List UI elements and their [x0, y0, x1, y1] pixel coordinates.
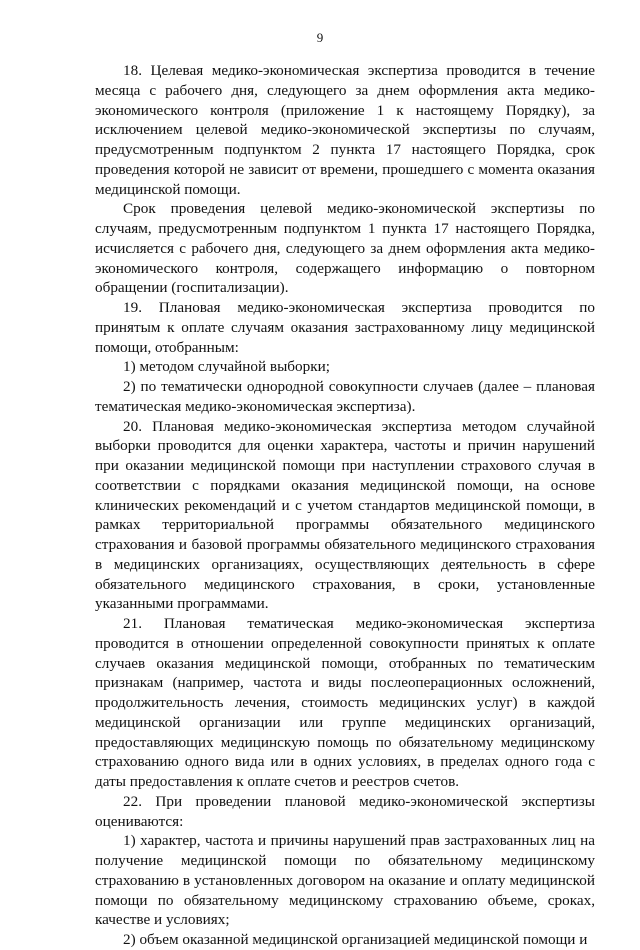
paragraph-22-item-2: 2) объем оказанной медицинской организацией медицинской помощи и	[123, 931, 588, 948]
document-body	[95, 61, 595, 950]
paragraph-18-deadline: Срок проведения целевой медико-экономической экспертизы по случаям, предусмотренным подпунктом 1 пункта 17 настоящего Порядка, исчисляется с рабочего дня, следующего за днем оформления акта медико-экономического контроля, содержащего информацию о повторном обращении (госпитализации).	[95, 200, 595, 297]
page-number: 9	[316, 30, 324, 45]
paragraph-20: 20. Плановая медико-экономическая экспертиза методом случайной выборки проводится для оценки характера, частоты и причин нарушений при оказании медицинской помощи при наступлении страхового случая в соответствии с порядками оказания медицинской помощи, на основе клинических рекомендаций и с учетом стандартов медицинской помощи, в рамках территориальной программы обязательного медицинского страхования и базовой программы обязательного медицинского страхования в медицинских организациях, осуществляющих деятельность в сфере обязательного медицинского страхования, в сроки, установленные указанными программами.	[95, 417, 595, 613]
paragraph-19-item-1: 1) методом случайной выборки;	[123, 358, 330, 376]
paragraph-22-item-1: 1) характер, частота и причины нарушений прав застрахованных лиц на получение медицинской помощи по обязательному медицинскому страхованию в установленных договором на оказание и оплату медицинской помощи по обязательному медицинскому страхованию объеме, сроках, качестве и условиях;	[95, 832, 595, 929]
paragraph-18: 18. Целевая медико-экономическая экспертиза проводится в течение месяца с рабочего дня, следующего за днем оформления акта медико-экономического контроля (приложение 1 к настоящему Порядку), за исключением целевой медико-экономической экспертизы по случаям, предусмотренным подпунктом 2 пункта 17 настоящего Порядка, срок проведения которой не зависит от времени, прошедшего с момента оказания медицинской помощи.	[95, 62, 595, 198]
paragraph-21: 21. Плановая тематическая медико-экономическая экспертиза проводится в отношении определенной совокупности принятых к оплате случаев оказания медицинской помощи, отобранных по тематическим признакам (например, частота и виды послеоперационных осложнений, продолжительность лечения, стоимость медицинских услуг) в каждой медицинской организации или группе медицинских организаций, предоставляющих медицинскую помощь по обязательному медицинскому страхованию одного вида или в одних условиях, в пределах одного года с даты предоставления к оплате счетов и реестров счетов.	[95, 615, 595, 790]
paragraph-19-item-2: 2) по тематически однородной совокупности случаев (далее – плановая тематическая медико-экономическая экспертиза).	[95, 378, 595, 415]
paragraph-19: 19. Плановая медико-экономическая экспертиза проводится по принятым к оплате случаям оказания застрахованному лицу медицинской помощи, отобранным:	[95, 299, 595, 356]
paragraph-22: 22. При проведении плановой медико-экономической экспертизы оцениваются:	[95, 792, 595, 830]
